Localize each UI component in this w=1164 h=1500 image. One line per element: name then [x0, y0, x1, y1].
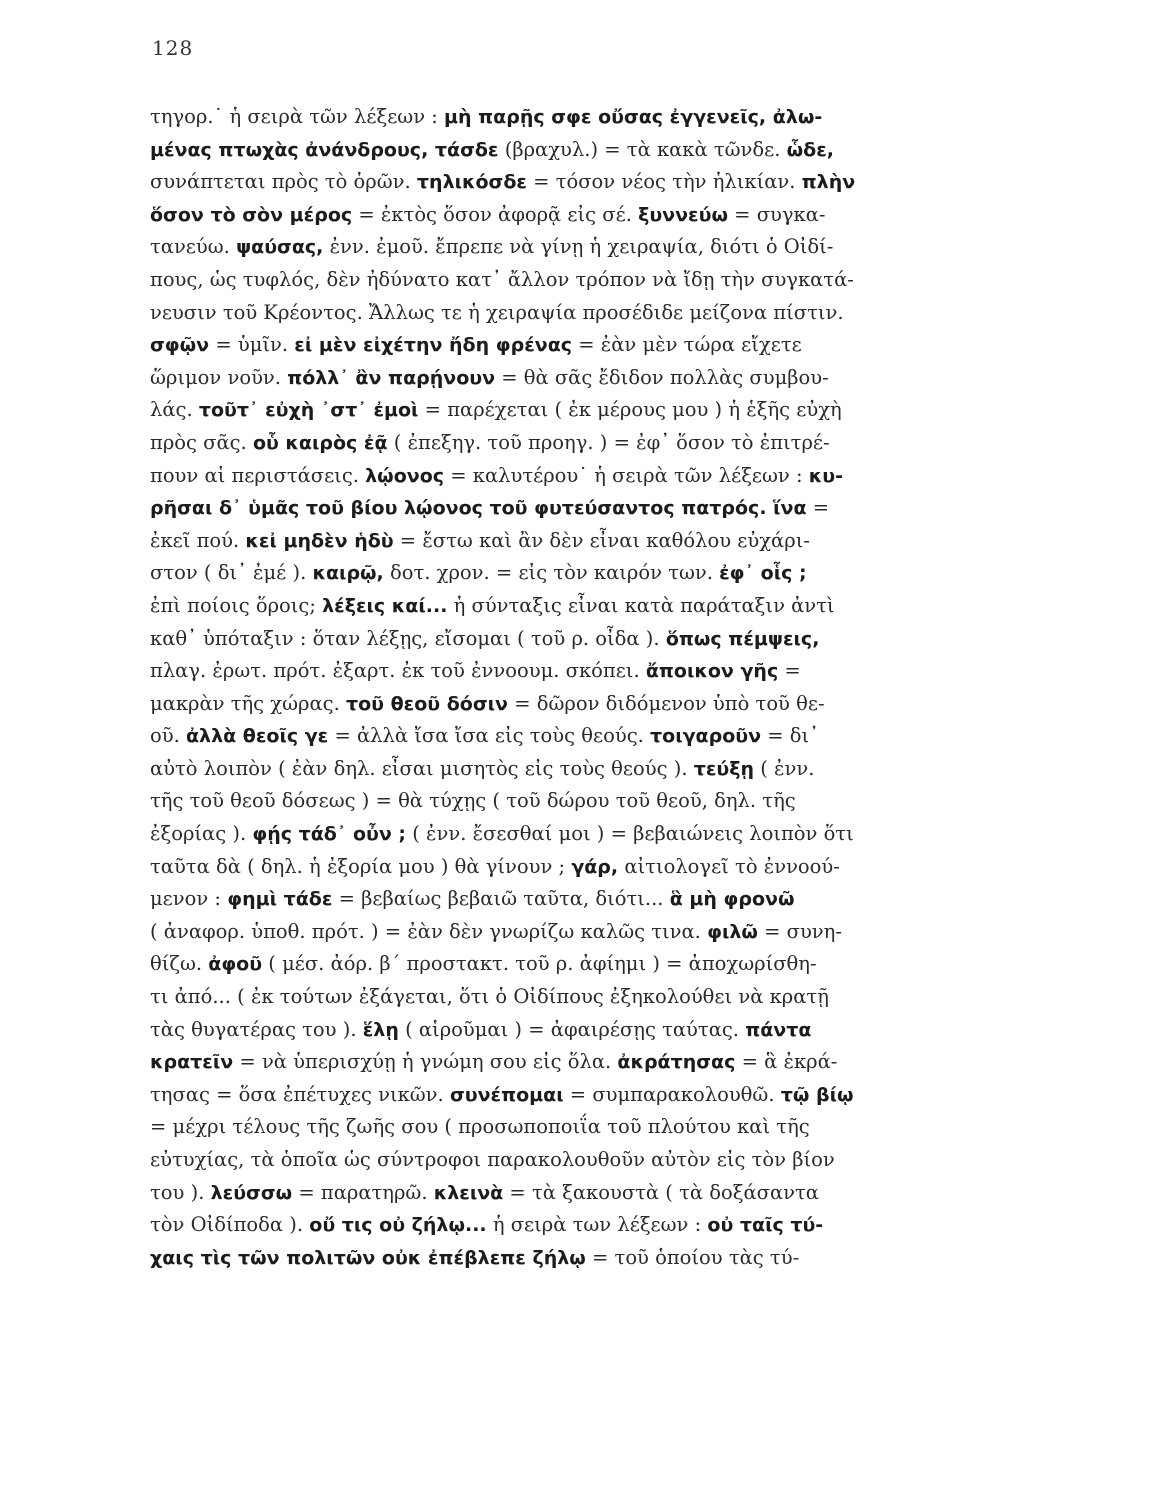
text-line: [150, 655, 1020, 688]
lemma: οὗ καιρὸς ἐᾷ: [252, 431, 388, 454]
gloss: = ὑμῖν.: [209, 333, 295, 357]
gloss: ἡ σύνταξις εἶναι κατὰ παράταξιν ἀντὶ: [447, 593, 835, 617]
gloss: = συμπαρακολουθῶ.: [563, 1082, 781, 1106]
lemma: ὧδε,: [786, 138, 835, 161]
gloss: θίζω.: [150, 952, 209, 976]
text-line: [150, 362, 1020, 395]
gloss: αὐτὸ λοιπὸν ( ἐὰν δηλ. εἶσαι μισητὸς εἰς τοὺς θεούς ).: [150, 756, 694, 780]
lemma: κυ-: [808, 464, 843, 487]
gloss: ἐξορίας ).: [150, 822, 253, 846]
gloss: = δι᾽: [761, 724, 819, 748]
gloss: = ἐκτὸς ὅσον ἀφορᾷ εἰς σέ.: [352, 202, 639, 226]
lemma: συνέπομαι: [449, 1083, 564, 1106]
lemma: τῷ βίῳ: [780, 1083, 854, 1106]
gloss: καθ᾽ ὑπόταξιν : ὅταν λέξῃς, εἴσομαι ( τοῦ ρ. οἶδα ).: [150, 626, 666, 650]
lemma: κρατεῖν: [150, 1051, 234, 1074]
gloss: τὸν Οἰδίποδα ).: [150, 1213, 310, 1237]
gloss: τὰς θυγατέρας του ).: [150, 1017, 363, 1041]
lemma: τοιγαροῦν: [650, 725, 762, 748]
text-line: [150, 753, 1020, 786]
gloss: λάς.: [150, 398, 199, 422]
gloss: πλαγ. ἐρωτ. πρότ. ἐξαρτ. ἐκ τοῦ ἐννοουμ. σκόπει.: [150, 659, 646, 683]
lemma: ἀλλὰ θεοῖς γε: [186, 725, 329, 748]
gloss: μενον :: [150, 887, 228, 911]
text-line: [150, 785, 1020, 818]
lemma: ἄποικον γῆς: [645, 660, 779, 683]
text-line: [150, 720, 1020, 753]
lemma: κλεινὰ: [433, 1181, 504, 1204]
text-line: [150, 1177, 1020, 1210]
gloss: = νὰ ὑπερισχύῃ ἡ γνώμη σου εἰς ὅλα.: [233, 1050, 618, 1074]
lemma: λῴονος: [365, 464, 445, 487]
text-line: [150, 427, 1020, 460]
gloss: ( ἀναφορ. ὑποθ. πρότ. ) = ἐὰν δὲν γνωρίζω καλῶς τινα.: [150, 919, 708, 943]
lemma: σφῷν: [150, 334, 210, 357]
gloss: = τοῦ ὁποίου τὰς τύ-: [585, 1245, 800, 1269]
lemma: μένας πτωχὰς ἀνάνδρους, τάσδε: [150, 138, 499, 161]
lemma: λεύσσω: [210, 1181, 293, 1204]
lemma: γάρ,: [571, 855, 619, 878]
gloss: δοτ. χρον. = εἰς τὸν καιρόν των.: [383, 561, 720, 585]
text-line: [150, 916, 1020, 949]
text-line: [150, 134, 1020, 167]
lemma: ψαύσας,: [236, 236, 324, 259]
lemma: ἐφ᾽ οἷς ;: [719, 562, 807, 585]
text-line: [150, 818, 1020, 851]
gloss: τανεύω.: [150, 235, 237, 259]
text-line: [150, 1014, 1020, 1047]
lemma: πόλλ᾽ ἂν παρῄνουν: [287, 366, 496, 389]
lemma: φιλῶ: [707, 920, 758, 943]
text-line: [150, 492, 1020, 525]
text-line: [150, 166, 1020, 199]
text-line: [150, 557, 1020, 590]
gloss: = ἃ ἐκρά-: [735, 1050, 838, 1074]
gloss: = τὰ ξακουστὰ ( τὰ δοξάσαντα: [503, 1180, 819, 1204]
gloss: =: [778, 659, 801, 683]
text-line: [150, 1242, 1020, 1275]
gloss: ἐπὶ ποίοις ὅροις;: [150, 593, 323, 617]
lemma: ξυννεύω: [638, 203, 728, 226]
gloss: τηγορ.˙ ἡ σειρὰ τῶν λέξεων :: [150, 105, 445, 128]
gloss: εὐτυχίας, τὰ ὁποῖα ὡς σύντροφοι παρακολουθοῦν αὐτὸν εἰς τὸν βίον: [150, 1148, 835, 1171]
lemma: φημὶ τάδε: [227, 888, 333, 911]
gloss: =: [806, 496, 830, 520]
gloss: πους, ὡς τυφλός, δὲν ἠδύνατο κατ᾽ ἄλλον τρόπον νὰ ἴδῃ τὴν συγκατά-: [150, 267, 854, 291]
text-line: [150, 297, 1020, 330]
gloss: = μέχρι τέλους τῆς ζωῆς σου ( προσωποποιΐα τοῦ πλούτου καὶ τῆς: [150, 1115, 810, 1139]
text-line: [150, 948, 1020, 981]
gloss: ὥριμον νοῦν.: [150, 365, 288, 389]
gloss: πουν αἱ περιστάσεις.: [150, 463, 366, 487]
gloss: = δῶρον διδόμενον ὑπὸ τοῦ θε-: [508, 691, 825, 715]
text-line: [150, 1079, 1020, 1112]
lemma: ἃ μὴ φρονῶ: [669, 888, 795, 911]
lemma: ὅσον τὸ σὸν μέρος: [150, 203, 353, 226]
gloss: ( μέσ. ἀόρ. β΄ προστακτ. τοῦ ρ. ἀφίημι ) = ἀποχωρίσθη-: [262, 952, 817, 976]
gloss: του ).: [150, 1180, 211, 1204]
lemma: μὴ παρῇς σφε οὔσας ἐγγενεῖς, ἀλω-: [444, 106, 823, 128]
gloss: = τόσον νέος τὴν ἡλικίαν.: [526, 170, 802, 194]
text-line: [150, 231, 1020, 264]
gloss: = θὰ σᾶς ἔδιδον πολλὰς συμβου-: [495, 365, 829, 389]
text-line: [150, 981, 1020, 1014]
gloss: τι ἀπό... ( ἐκ τούτων ἐξάγεται, ὅτι ὁ Οἰδίπους ἐξηκολούθει νὰ κρατῇ: [150, 985, 829, 1009]
gloss: (βραχυλ.) = τὰ κακὰ τῶνδε.: [498, 137, 787, 161]
text-line: [150, 264, 1020, 297]
gloss: = συγκα-: [727, 202, 826, 226]
lemma: καιρῷ,: [312, 562, 384, 585]
lemma: τεύξῃ: [693, 757, 755, 780]
text-line: [150, 525, 1020, 558]
text-line: [150, 1209, 1020, 1242]
text-line: [150, 883, 1020, 916]
page-number: 128: [152, 36, 194, 60]
text-line: [150, 101, 1020, 134]
gloss: τησας = ὅσα ἐπέτυχες νικῶν.: [150, 1082, 450, 1106]
lemma: τοῦ θεοῦ δόσιν: [345, 692, 508, 715]
lemma: ἕλῃ: [362, 1018, 399, 1041]
lemma: κεἰ μηδὲν ἡδὺ: [245, 529, 394, 552]
gloss: ἐνν. ἐμοῦ. ἔπρεπε νὰ γίνῃ ἡ χειραψία, διότι ὁ Οἰδί-: [323, 235, 834, 259]
lemma: ἀφοῦ: [208, 953, 263, 976]
text-line: [150, 1144, 1020, 1177]
lemma: τοῦτ᾽ εὐχὴ ᾽στ᾽ ἐμοὶ: [198, 399, 419, 422]
lemma: ὅπως πέμψεις,: [665, 627, 820, 650]
gloss: ( ἐνν.: [754, 756, 815, 780]
gloss: ( ἐνν. ἔσεσθαί μοι ) = βεβαιώνεις λοιπὸν ὅτι: [406, 822, 854, 846]
text-line: [150, 851, 1020, 884]
gloss: τῆς τοῦ θεοῦ δόσεως ) = θὰ τύχῃς ( τοῦ δώρου τοῦ θεοῦ, δηλ. τῆς: [150, 789, 796, 813]
gloss: = ἔστω καὶ ἂν δὲν εἶναι καθόλου εὐχάρι-: [393, 528, 810, 552]
lemma: τηλικόσδε: [416, 171, 527, 194]
gloss: = ἐὰν μὲν τώρα εἴχετε: [572, 333, 802, 357]
lemma: εἰ μὲν εἰχέτην ἤδη φρένας: [294, 334, 573, 357]
lemma: πλὴν: [801, 171, 856, 194]
gloss: ἡ σειρὰ των λέξεων :: [486, 1213, 708, 1237]
text-line: [150, 1111, 1020, 1144]
gloss: πρὸς σᾶς.: [150, 430, 253, 454]
gloss: = παρέχεται ( ἐκ μέρους μου ) ἡ ἑξῆς εὐχὴ: [418, 398, 842, 422]
lemma: ἀκράτησας: [617, 1051, 736, 1074]
text-line: [150, 590, 1020, 623]
gloss: = ἀλλὰ ἴσα ἴσα εἰς τοὺς θεούς.: [328, 724, 651, 748]
gloss: ( ἐπεξηγ. τοῦ προηγ. ) = ἐφ᾽ ὅσον τὸ ἐπιτρέ-: [387, 430, 830, 454]
text-line: [150, 394, 1020, 427]
text-line: [150, 688, 1020, 721]
gloss: στον ( δι᾽ ἐμέ ).: [150, 561, 313, 585]
text-line: [150, 1046, 1020, 1079]
gloss: = συνη-: [757, 919, 842, 943]
lemma: λέξεις καί...: [322, 594, 448, 617]
gloss: = καλυτέρου˙ ἡ σειρὰ τῶν λέξεων :: [444, 463, 809, 487]
gloss: αἰτιολογεῖ τὸ ἐννοού-: [618, 854, 840, 878]
lemma: ρῆσαι δ᾽ ὑμᾶς τοῦ βίου λῴονος τοῦ φυτεύσαντος πατρός. ἵνα: [150, 497, 807, 520]
commentary-text: [150, 101, 1020, 1274]
gloss: οῦ.: [150, 724, 186, 748]
text-line: [150, 460, 1020, 493]
gloss: συνάπτεται πρὸς τὸ ὁρῶν.: [150, 170, 417, 194]
gloss: μακρὰν τῆς χώρας.: [150, 691, 346, 715]
lemma: οὔ τις οὐ ζήλῳ...: [309, 1214, 487, 1237]
lemma: χαις τὶς τῶν πολιτῶν οὐκ ἐπέβλεπε ζήλῳ: [150, 1246, 586, 1269]
gloss: = παρατηρῶ.: [292, 1180, 434, 1204]
lemma: πάντα: [745, 1018, 812, 1041]
gloss: ( αἱροῦμαι ) = ἀφαιρέσῃς ταύτας.: [398, 1017, 746, 1041]
gloss: ταῦτα δὰ ( δηλ. ἡ ἐξορία μου ) θὰ γίνουν ;: [150, 854, 572, 878]
lemma: φῄς τάδ᾽ οὖν ;: [252, 823, 407, 846]
gloss: = βεβαίως βεβαιῶ ταῦτα, διότι...: [332, 887, 670, 911]
gloss: νευσιν τοῦ Κρέοντος. Ἄλλως τε ἡ χειραψία προσέδιδε μείζονα πίστιν.: [150, 300, 844, 324]
lemma: οὐ ταῖς τύ-: [707, 1214, 824, 1237]
text-line: [150, 623, 1020, 656]
gloss: ἐκεῖ πού.: [150, 528, 246, 552]
text-line: [150, 199, 1020, 232]
text-line: [150, 329, 1020, 362]
